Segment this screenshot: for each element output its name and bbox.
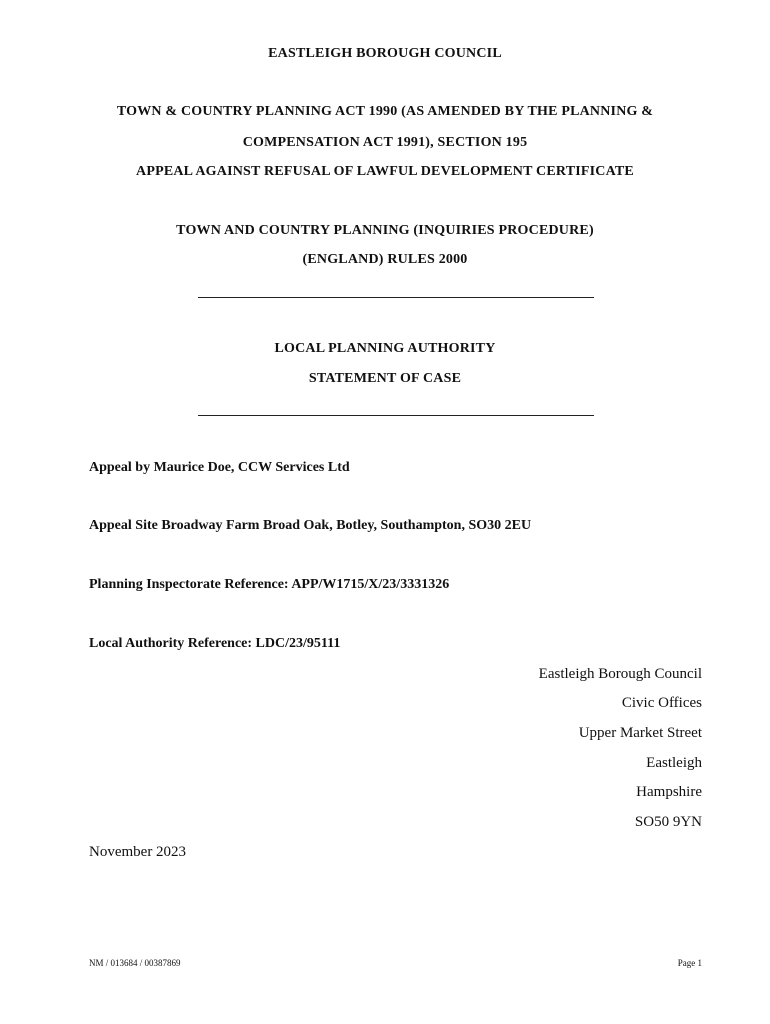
pins-reference: Planning Inspectorate Reference: APP/W1715/X/23/3331326 [89, 577, 450, 592]
appeal-by: Appeal by Maurice Doe, CCW Services Ltd [89, 460, 350, 475]
council-title: EASTLEIGH BOROUGH COUNCIL [268, 46, 502, 61]
document-date: November 2023 [89, 844, 187, 860]
address-line-1: Eastleigh Borough Council [538, 666, 702, 682]
statement-heading: STATEMENT OF CASE [308, 371, 462, 386]
divider-top [198, 297, 594, 298]
address-line-6: SO50 9YN [634, 814, 702, 830]
address-line-3: Upper Market Street [578, 725, 702, 741]
appeal-title: APPEAL AGAINST REFUSAL OF LAWFUL DEVELOPMENT CERTIFICATE [136, 164, 634, 179]
appeal-site: Appeal Site Broadway Farm Broad Oak, Botley, Southampton, SO30 2EU [89, 518, 532, 533]
divider-bottom [198, 415, 594, 416]
authority-heading: LOCAL PLANNING AUTHORITY [274, 341, 496, 356]
rules-title-line2: (ENGLAND) RULES 2000 [302, 252, 468, 267]
act-title-line1: TOWN & COUNTRY PLANNING ACT 1990 (AS AMENDED BY THE PLANNING & [116, 104, 654, 119]
address-line-5: Hampshire [636, 784, 702, 800]
act-title-line2: COMPENSATION ACT 1991), SECTION 195 [242, 135, 528, 150]
rules-title-line1: TOWN AND COUNTRY PLANNING (INQUIRIES PROCEDURE) [176, 223, 594, 238]
footer-reference: NM / 013684 / 00387869 [89, 958, 181, 968]
address-line-4: Eastleigh [646, 755, 702, 771]
page-number: Page 1 [677, 958, 702, 968]
address-line-2: Civic Offices [621, 695, 702, 711]
local-authority-reference: Local Authority Reference: LDC/23/95111 [89, 636, 341, 651]
